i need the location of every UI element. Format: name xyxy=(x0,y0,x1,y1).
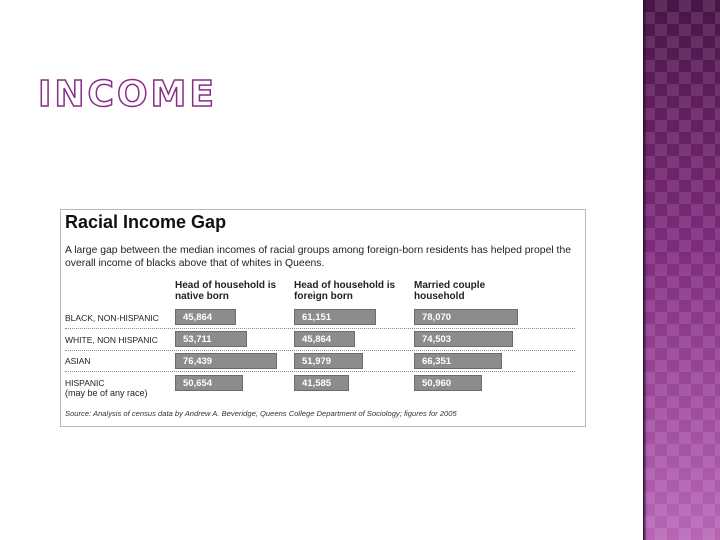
row-label-black: BLACK, NON-HISPANIC xyxy=(65,313,159,323)
bar-value-label: 61,151 xyxy=(302,312,332,323)
bar-asian-native-born xyxy=(175,353,277,369)
chart-figure xyxy=(60,209,586,427)
bar-hispanic-foreign-born xyxy=(294,375,349,391)
bar-value-label: 41,585 xyxy=(302,378,332,389)
row-label-asian: ASIAN xyxy=(65,356,91,366)
row-label-hispanic-note: (may be of any race) xyxy=(65,388,148,398)
bar-value-label: 50,654 xyxy=(183,378,213,389)
column-header-foreign-born: Head of household is foreign born xyxy=(294,280,396,302)
column-header-native-born: Head of household is native born xyxy=(175,280,277,302)
decorative-sidebar xyxy=(643,0,720,540)
bar-white-native-born xyxy=(175,331,247,347)
bar-hispanic-married-couple xyxy=(414,375,482,391)
bar-value-label: 50,960 xyxy=(422,378,452,389)
row-label-white: WHITE, NON HISPANIC xyxy=(65,335,158,345)
sidebar-edge xyxy=(643,0,647,540)
row-label-hispanic xyxy=(65,378,173,398)
bar-white-foreign-born xyxy=(294,331,355,347)
chart-title: Racial Income Gap xyxy=(65,212,227,232)
bar-value-label: 74,503 xyxy=(422,334,452,345)
bar-hispanic-native-born xyxy=(175,375,243,391)
bar-value-label: 53,711 xyxy=(183,334,212,345)
bar-value-label: 45,864 xyxy=(302,334,332,345)
bar-black-native-born xyxy=(175,309,236,325)
column-header-married-couple: Married couple household xyxy=(414,280,486,302)
row-label-hispanic-name: HISPANIC xyxy=(65,378,105,388)
bar-asian-married-couple xyxy=(414,353,502,369)
row-divider xyxy=(65,328,575,329)
bar-value-label: 51,979 xyxy=(302,356,332,367)
bar-value-label: 76,439 xyxy=(183,356,213,367)
chart-subtitle: A large gap between the median incomes of racial groups among foreign-born residents has helped propel the overall income of blacks above that of whites in Queens. xyxy=(65,245,571,269)
bar-value-label: 45,864 xyxy=(183,312,213,323)
slide-title: INCOME xyxy=(38,74,217,115)
row-divider xyxy=(65,371,575,372)
bar-asian-foreign-born xyxy=(294,353,363,369)
bar-value-label: 66,351 xyxy=(422,356,452,367)
bar-black-foreign-born xyxy=(294,309,376,325)
bar-value-label: 78,070 xyxy=(422,312,452,323)
bar-white-married-couple xyxy=(414,331,513,347)
row-divider xyxy=(65,350,575,351)
chart-source: Source: Analysis of census data by Andrew A. Beveridge, Queens College Department of Sociology; figures for 2005 xyxy=(65,409,457,418)
bar-black-married-couple xyxy=(414,309,518,325)
